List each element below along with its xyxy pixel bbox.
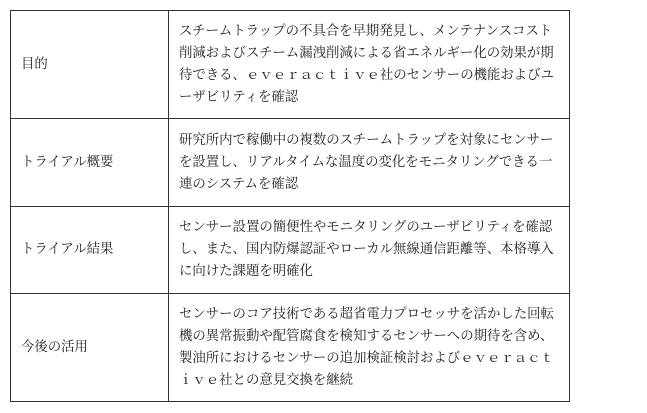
row-content: 研究所内で稼働中の複数のスチームトラップを対象にセンサーを設置し、リアルタイムな温度の変化をモニタリングできる一連のシステムを確認 <box>169 119 570 207</box>
row-label: 今後の活用 <box>11 294 169 402</box>
row-content: センサーのコア技術である超省電力プロセッサを活かした回転機の異常振動や配管腐食を検知するセンサーへの期待を含め、製油所におけるセンサーの追加検証検討およびｅｖｅｒａｃｔｉｖｅ社との意見交換を継続 <box>169 294 570 402</box>
row-label: トライアル結果 <box>11 207 169 294</box>
table-row-future-use <box>11 294 570 402</box>
table-row-trial-results <box>11 207 570 294</box>
trial-summary-table <box>10 10 570 402</box>
table-row-purpose <box>11 11 570 119</box>
row-label: トライアル概要 <box>11 119 169 207</box>
row-label: 目的 <box>11 11 169 119</box>
row-content: スチームトラップの不具合を早期発見し、メンテナンスコスト削減およびスチーム漏洩削減による省エネルギー化の効果が期待できる、ｅｖｅｒａｃｔｉｖｅ社のセンサーの機能およびユーザビリティを確認 <box>169 11 570 119</box>
table-row-trial-overview <box>11 119 570 207</box>
row-content: センサー設置の簡便性やモニタリングのユーザビリティを確認し、また、国内防爆認証やローカル無線通信距離等、本格導入に向けた課題を明確化 <box>169 207 570 294</box>
